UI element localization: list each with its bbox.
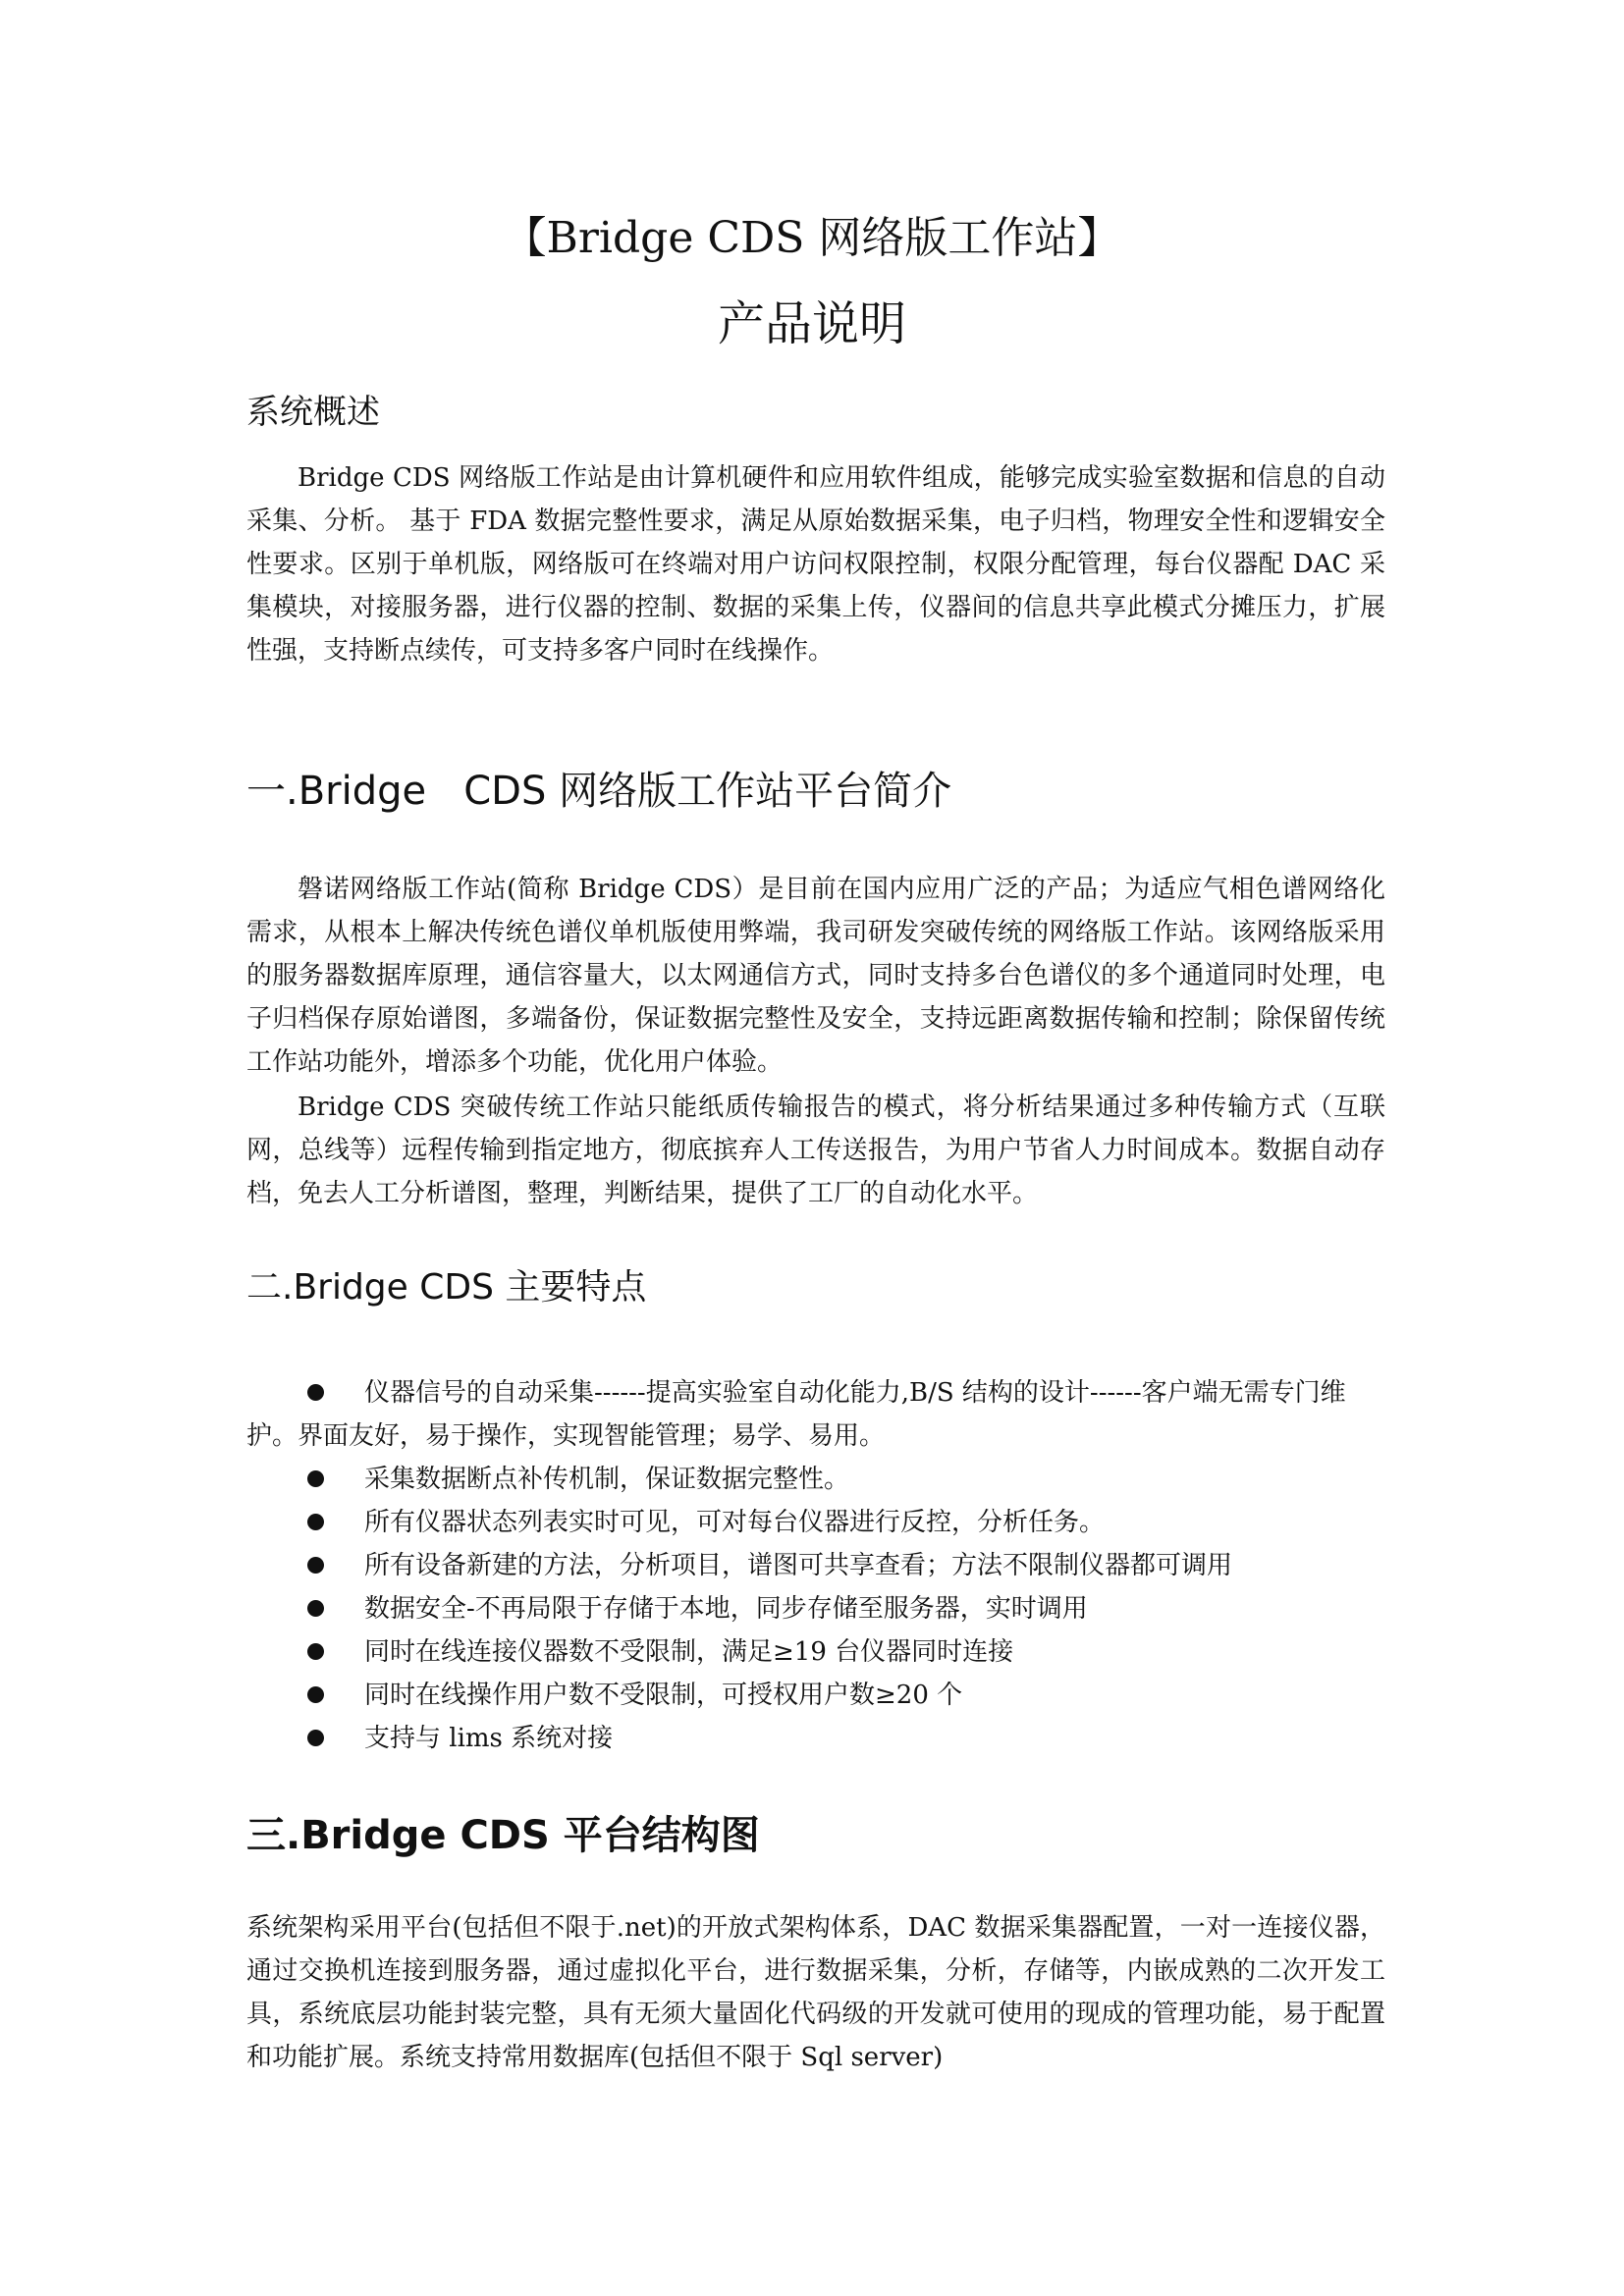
- section-heading-features: 二.Bridge CDS 主要特点: [246, 1267, 647, 1308]
- bullet-icon: [307, 1470, 324, 1487]
- bullet-icon: [307, 1643, 324, 1660]
- list-item: [246, 1717, 1385, 1760]
- section-heading-overview: 系统概述: [246, 393, 380, 432]
- list-item: [246, 1587, 1385, 1630]
- bullet-icon: [307, 1514, 324, 1530]
- bullet-icon: [307, 1557, 324, 1574]
- list-item: [246, 1458, 1385, 1501]
- feature-text: 所有仪器状态列表实时可见，可对每台仪器进行反控，分析任务。: [364, 1508, 1106, 1537]
- document-subtitle: 产品说明: [717, 296, 906, 351]
- bullet-icon: [307, 1384, 324, 1401]
- overview-paragraph: Bridge CDS 网络版工作站是由计算机硬件和应用软件组成，能够完成实验室数据和信息的自动采集、分析。 基于 FDA 数据完整性要求，满足从原始数据采集，电子归档，物理安全性和逻辑安全性要求。区别于单机版，网络版可在终端对用户访问权限控制，权限分配管理，每台仪器配 DAC 采集模块，对接服务器，进行仪器的控制、数据的采集上传，仪器间的信息共享此模式分摊压力，扩展性强，支持断点续传，可支持多客户同时在线操作。: [246, 463, 1385, 666]
- feature-text: 采集数据断点补传机制，保证数据完整性。: [364, 1465, 850, 1494]
- section-heading-architecture: 三.Bridge CDS 平台结构图: [246, 1813, 760, 1858]
- bullet-icon: [307, 1686, 324, 1703]
- list-item: [246, 1371, 1385, 1458]
- feature-text: 同时在线连接仪器数不受限制，满足≥19 台仪器同时连接: [364, 1637, 1014, 1667]
- document-title: 【Bridge CDS 网络版工作站】: [503, 213, 1121, 263]
- list-item: [246, 1544, 1385, 1587]
- bullet-icon: [307, 1600, 324, 1617]
- feature-text: 所有设备新建的方法，分析项目，谱图可共享查看；方法不限制仪器都可调用: [364, 1551, 1233, 1580]
- list-item: [246, 1630, 1385, 1674]
- feature-text: 仪器信号的自动采集------提高实验室自动化能力,B/S 结构的设计------客户端无需专门维护。界面友好，易于操作，实现智能管理；易学、易用。: [246, 1378, 1346, 1451]
- intro-paragraph-1: 磐诺网络版工作站(简称 Bridge CDS）是目前在国内应用广泛的产品；为适应气相色谱网络化需求，从根本上解决传统色谱仪单机版使用弊端，我司研发突破传统的网络版工作站。该网络版采用的服务器数据库原理，通信容量大，以太网通信方式，同时支持多台色谱仪的多个通道同时处理，电子归档保存原始谱图，多端备份，保证数据完整性及安全，支持远距离数据传输和控制；除保留传统工作站功能外，增添多个功能，优化用户体验。: [246, 875, 1385, 1077]
- intro-paragraph-2: Bridge CDS 突破传统工作站只能纸质传输报告的模式，将分析结果通过多种传输方式（互联网，总线等）远程传输到指定地方，彻底摈弃人工传送报告，为用户节省人力时间成本。数据自动存档，免去人工分析谱图，整理，判断结果，提供了工厂的自动化水平。: [246, 1093, 1385, 1208]
- list-item: [246, 1674, 1385, 1717]
- feature-text: 支持与 lims 系统对接: [364, 1724, 614, 1753]
- bullet-icon: [307, 1730, 324, 1746]
- architecture-paragraph: 系统架构采用平台(包括但不限于.net)的开放式架构体系，DAC 数据采集器配置，一对一连接仪器，通过交换机连接到服务器，通过虚拟化平台，进行数据采集，分析，存储等，内嵌成熟的二次开发工具，系统底层功能封装完整，具有无须大量固化代码级的开发就可使用的现成的管理功能，易于配置和功能扩展。系统支持常用数据库(包括但不限于 Sql server): [246, 1913, 1385, 2072]
- features-list: [246, 1371, 1385, 1760]
- section-heading-intro: 一.Bridge CDS 网络版工作站平台简介: [246, 769, 952, 814]
- feature-text: 数据安全-不再局限于存储于本地，同步存储至服务器，实时调用: [364, 1594, 1088, 1624]
- list-item: [246, 1501, 1385, 1544]
- feature-text: 同时在线操作用户数不受限制，可授权用户数≥20 个: [364, 1681, 963, 1710]
